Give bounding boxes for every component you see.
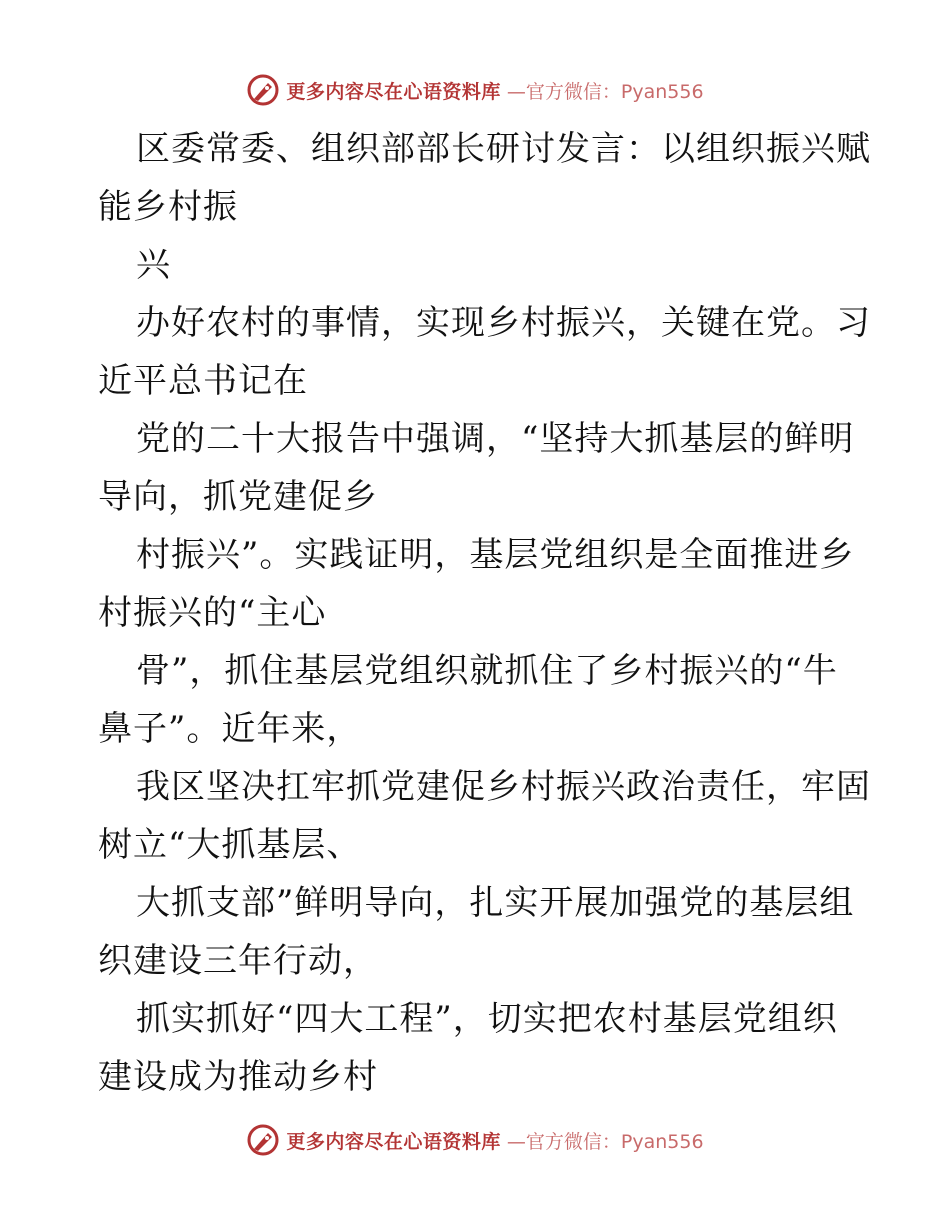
text-line: 党的二十大报告中强调，“坚持大抓基层的鲜明 <box>136 419 855 459</box>
watermark-text: 更多内容尽在心语资料库 <box>286 80 501 103</box>
text-line: 抓实抓好“四大工程”，切实把农村基层党组织 <box>136 999 838 1039</box>
header-watermark <box>0 70 950 110</box>
text-line: 村振兴的“主心 <box>98 593 327 633</box>
text-line: 区委常委、组织部部长研讨发言：以组织振兴赋 <box>136 129 871 169</box>
text-line: 我区坚决扛牢抓党建促乡村振兴政治责任，牢固 <box>136 767 871 807</box>
text-line: 兴 <box>136 245 171 285</box>
text-line: 能乡村振 <box>98 187 238 227</box>
text-line: 建设成为推动乡村 <box>98 1057 378 1097</box>
text-line: 办好农村的事情，实现乡村振兴，关键在党。习 <box>136 303 871 343</box>
text-line: 村振兴”。实践证明，基层党组织是全面推进乡 <box>136 535 855 575</box>
text-line: 大抓支部”鲜明导向，扎实开展加强党的基层组 <box>136 883 855 923</box>
watermark-contact: —官方微信：Pyan556 <box>506 1130 704 1153</box>
footer-watermark <box>0 1120 950 1160</box>
text-line: 鼻子”。近年来， <box>98 709 362 749</box>
text-line: 织建设三年行动， <box>98 941 378 981</box>
watermark-text: 更多内容尽在心语资料库 <box>286 1130 501 1153</box>
pen-nib-circle-icon <box>246 1123 280 1157</box>
text-line: 导向，抓党建促乡 <box>98 477 378 517</box>
pen-nib-circle-icon <box>246 73 280 107</box>
text-line: 树立“大抓基层、 <box>98 825 362 865</box>
watermark-contact: —官方微信：Pyan556 <box>506 80 704 103</box>
document-body <box>98 120 871 1106</box>
text-line: 近平总书记在 <box>98 361 308 401</box>
text-line: 骨”，抓住基层党组织就抓住了乡村振兴的“牛 <box>136 651 838 691</box>
